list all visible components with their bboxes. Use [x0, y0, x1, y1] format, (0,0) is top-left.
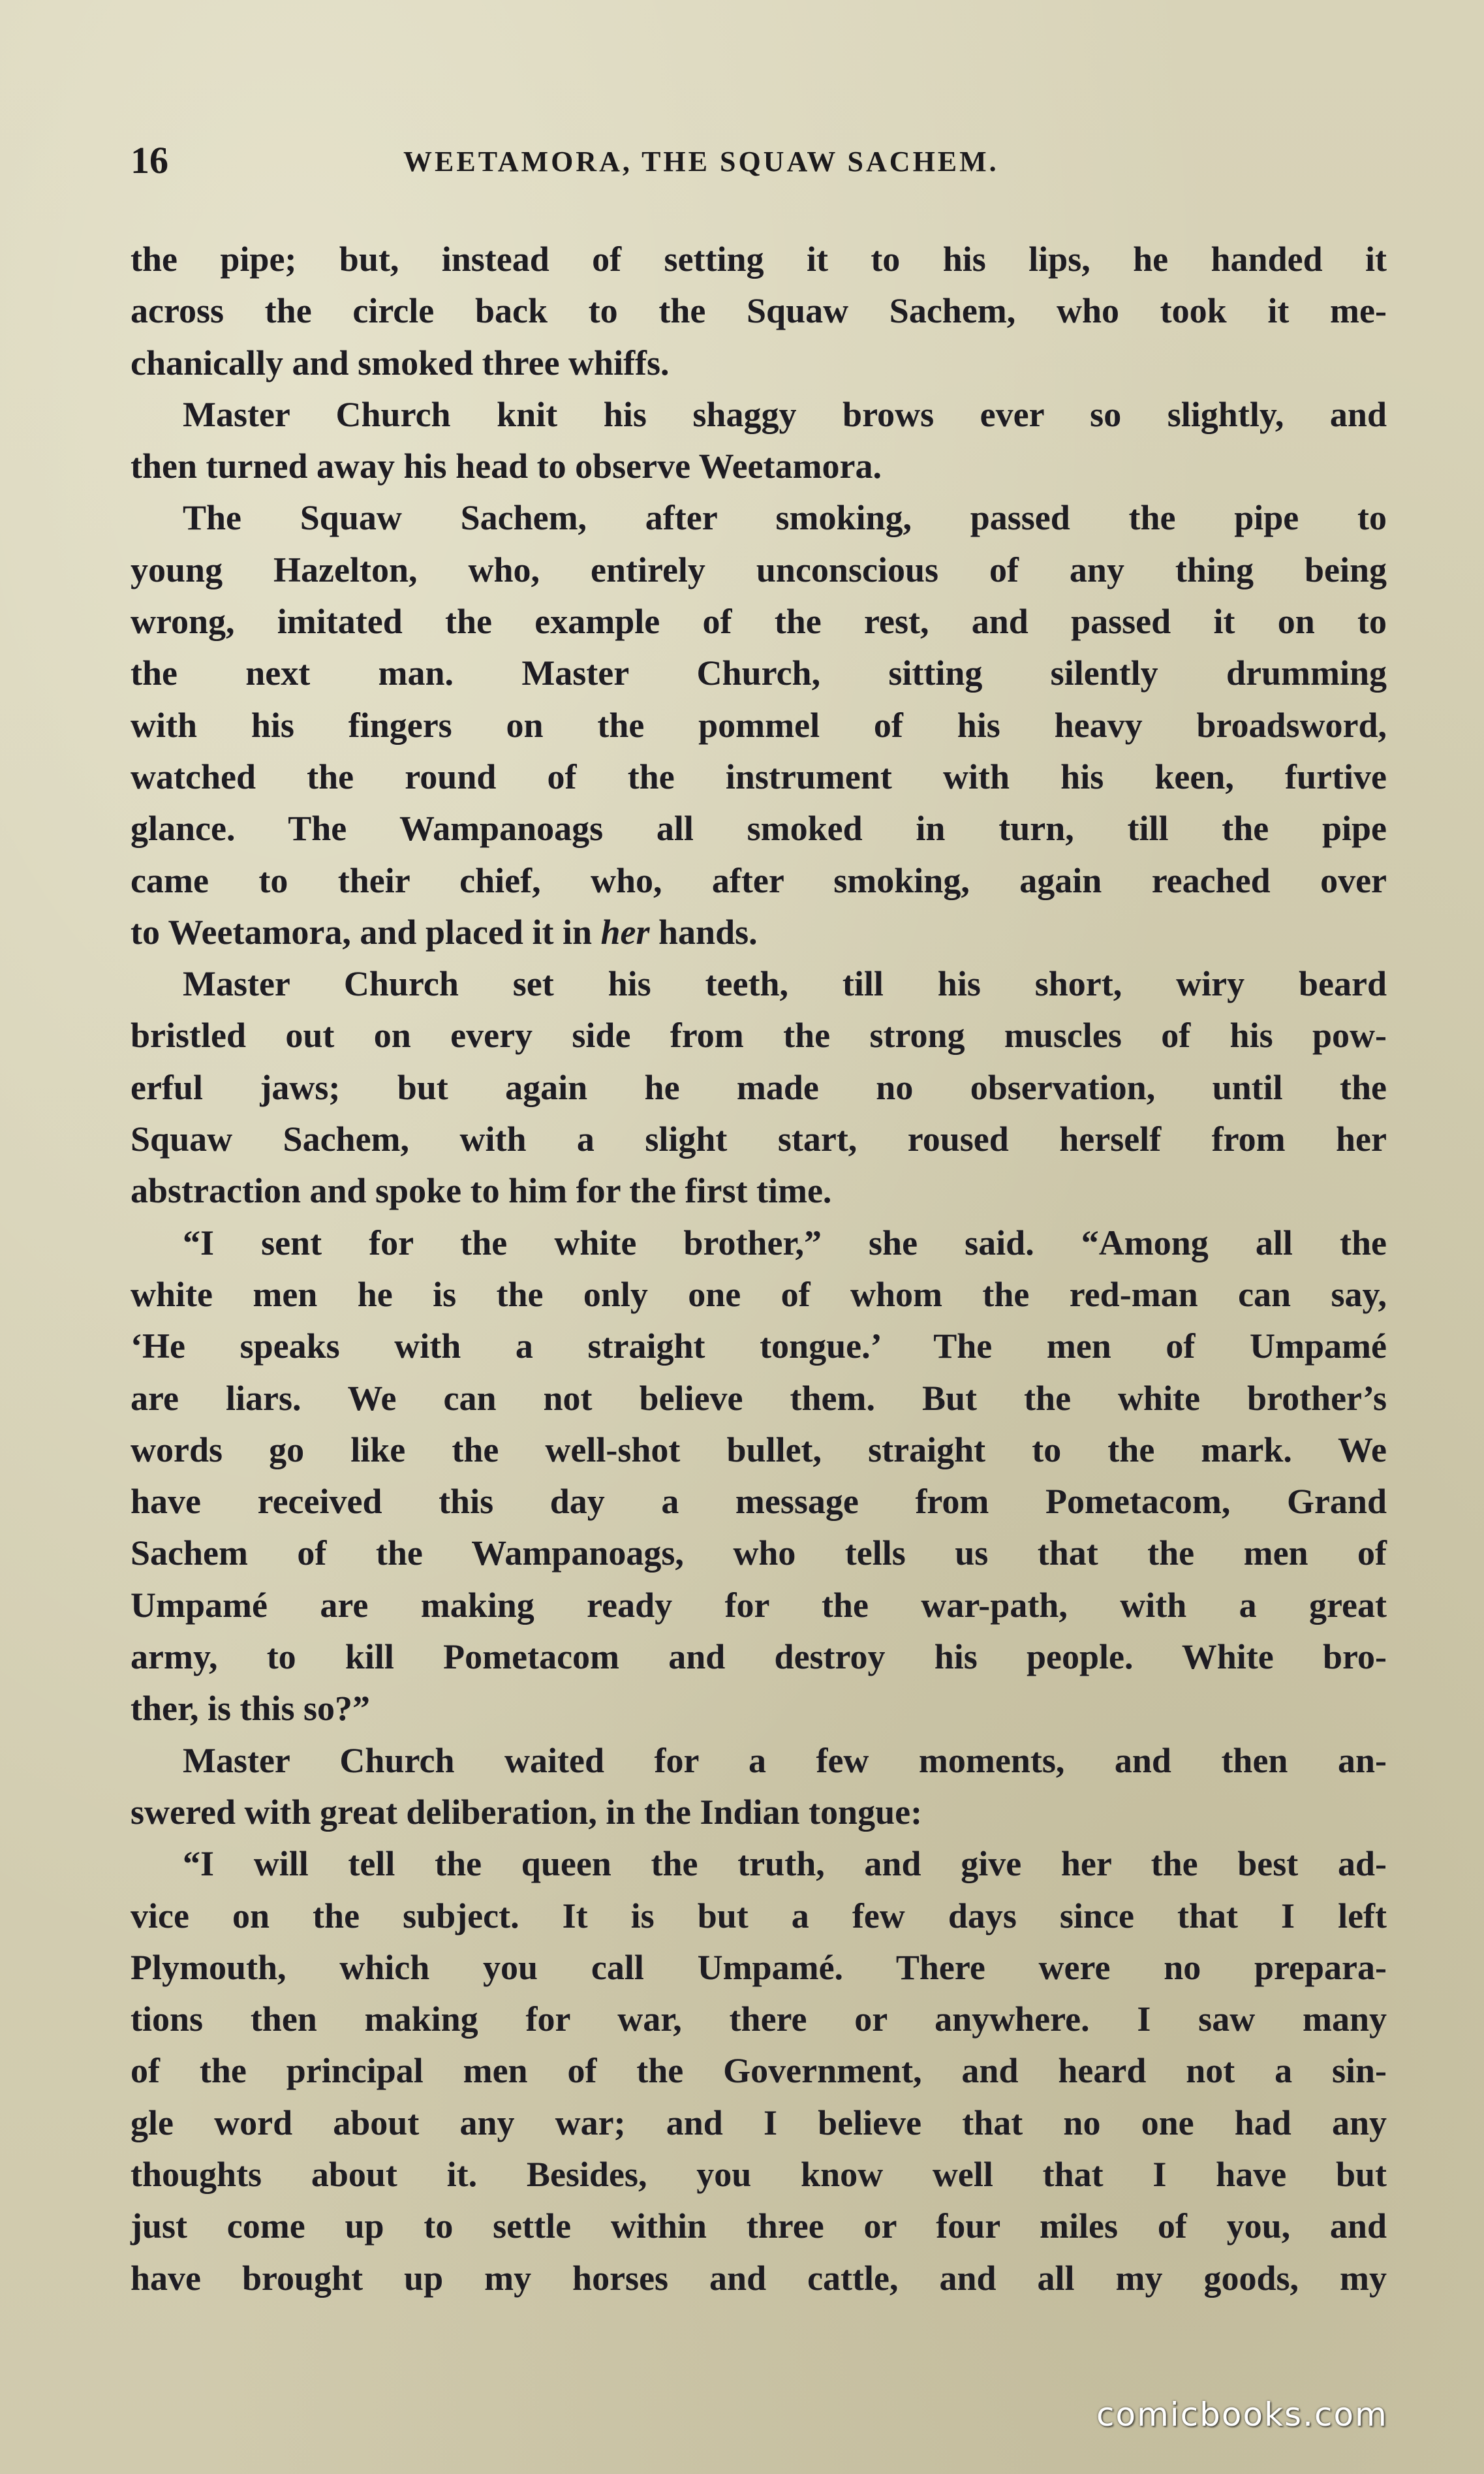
page-number: 16 [131, 139, 168, 181]
text-line: have brought up my horses and cattle, and all my goods, my [131, 2258, 1387, 2298]
text-line: watched the round of the instrument with his keen, furtive [131, 757, 1387, 796]
text-line: tions then making for war, there or anywhere. I saw many [131, 1999, 1387, 2039]
text-line: ‘He speaks with a straight tongue.’ The men of Umpamé [131, 1326, 1387, 1366]
text-line: Squaw Sachem, with a slight start, roused herself from her [131, 1120, 1387, 1159]
text-line: white men he is the only one of whom the red-man can say, [131, 1274, 1387, 1314]
text-line: ther, is this so?” [131, 1689, 371, 1729]
text-line: to Weetamora, and placed it in her hands. [131, 912, 758, 952]
watermark-logo: comicbooks.com [1096, 2396, 1388, 2434]
text-line: Sachem of the Wampanoags, who tells us that the men of [131, 1533, 1387, 1573]
text-line: glance. The Wampanoags all smoked in turn, till the pipe [131, 809, 1387, 849]
text-line: came to their chief, who, after smoking, again reached over [131, 860, 1387, 900]
text-line: thoughts about it. Besides, you know well that I have but [131, 2154, 1387, 2194]
italic-word: her [600, 912, 650, 952]
text-line: then turned away his head to observe Weetamora. [131, 446, 882, 486]
text-line: Master Church set his teeth, till his short, wiry beard [183, 964, 1387, 1004]
text-line: erful jaws; but again he made no observation, until the [131, 1067, 1387, 1107]
text-line: gle word about any war; and I believe that no one had any [131, 2103, 1387, 2142]
text-line: “I sent for the white brother,” she said. “Among all the [183, 1223, 1387, 1262]
text-line: across the circle back to the Squaw Sachem, who took it me- [131, 291, 1387, 331]
text-line: just come up to settle within three or four miles of you, and [131, 2206, 1387, 2246]
text-line: young Hazelton, who, entirely unconscious of any thing being [131, 550, 1387, 589]
text-line: army, to kill Pometacom and destroy his people. White bro- [131, 1637, 1387, 1677]
text-line: bristled out on every side from the strong muscles of his pow- [131, 1016, 1387, 1056]
text-line: the next man. Master Church, sitting silently drumming [131, 653, 1387, 693]
text-line: Master Church knit his shaggy brows ever so slightly, and [183, 394, 1387, 434]
running-title: WEETAMORA, THE SQUAW SACHEM. [403, 146, 999, 178]
text-line: The Squaw Sachem, after smoking, passed the pipe to [183, 498, 1387, 538]
text-line: words go like the well-shot bullet, straight to the mark. We [131, 1430, 1387, 1469]
text-line: vice on the subject. It is but a few days since that I left [131, 1896, 1387, 1935]
text-line: chanically and smoked three whiffs. [131, 343, 670, 383]
text-line: swered with great deliberation, in the Indian tongue: [131, 1792, 923, 1832]
text-line: Plymouth, which you call Umpamé. There were no prepara- [131, 1947, 1387, 1987]
text-line: “I will tell the queen the truth, and give her the best ad- [183, 1844, 1387, 1884]
text-line: of the principal men of the Government, and heard not a sin- [131, 2051, 1387, 2091]
text-line: wrong, imitated the example of the rest, and passed it on to [131, 602, 1387, 642]
body-text [131, 234, 1387, 2304]
text-line: abstraction and spoke to him for the first time. [131, 1171, 832, 1211]
text-line: with his fingers on the pommel of his heavy broadsword, [131, 705, 1387, 745]
text-line: have received this day a message from Pometacom, Grand [131, 1482, 1387, 1522]
text-line: the pipe; but, instead of setting it to his lips, he handed it [131, 240, 1387, 279]
text-line: Master Church waited for a few moments, and then an- [183, 1740, 1387, 1780]
text-line: are liars. We can not believe them. But the white brother’s [131, 1378, 1387, 1418]
page-header [131, 138, 1384, 181]
text-line: Umpamé are making ready for the war-path, with a great [131, 1585, 1387, 1625]
